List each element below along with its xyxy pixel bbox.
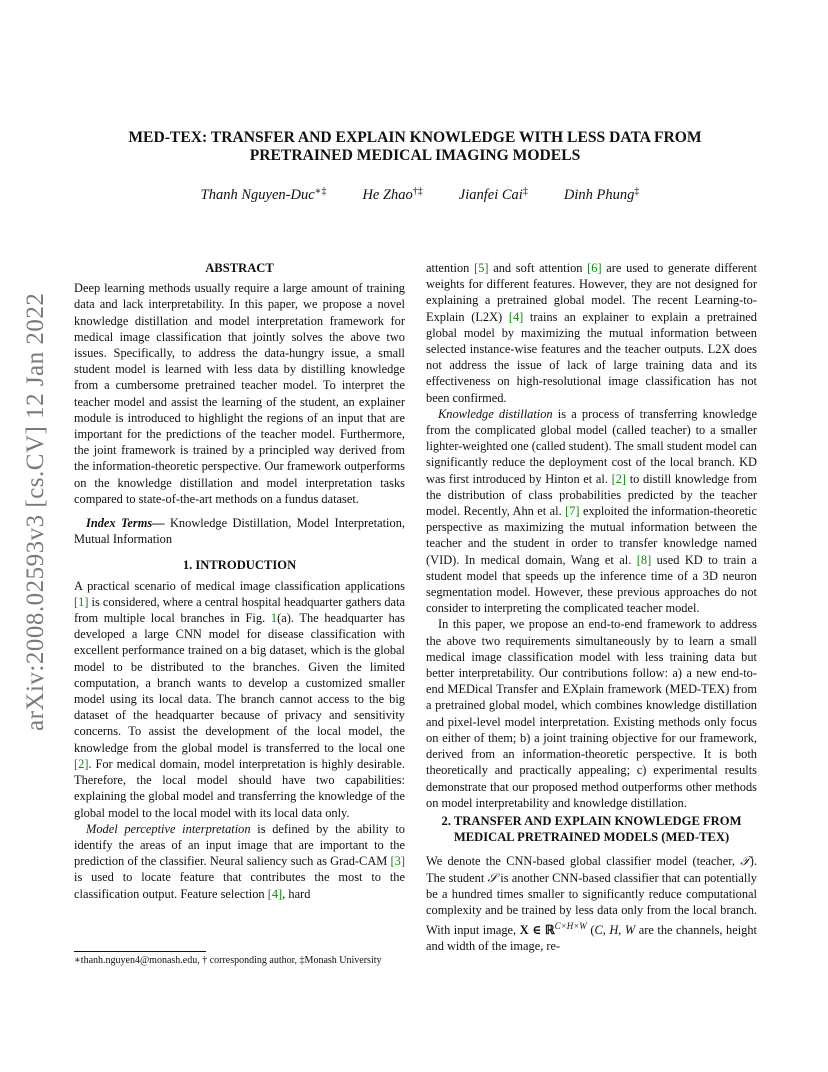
abstract-heading: ABSTRACT bbox=[205, 261, 274, 275]
author: Jianfei Cai‡ bbox=[458, 186, 528, 203]
author-list bbox=[120, 186, 720, 204]
citation-link[interactable]: [7] bbox=[565, 504, 580, 519]
footnote-divider bbox=[74, 951, 206, 952]
section-2-paragraph-1: We denote the CNN-based global classifier model (teacher, 𝒯). The student 𝒮 is another CNN-based classifier that can potentially be a hundred times smaller to significantly reduce computational complexity and be trained by less data only from the local branch. With input image, X ∈ ℝ$^{C\times H\times W}$ (C, H, W are the channels, height and width of the image, re- bbox=[426, 854, 757, 954]
author: He Zhao†‡ bbox=[362, 186, 423, 203]
intro-paragraph-3: attention [5] and soft attention [6] are used to generate different weights for different features. However, they are not designed for explaining a pretrained global model. The recent Learning-to-Explain (L2X) [4] trains an explainer to explain a pretrained global model by maximizing the mutual information between selected instance-wise features and the teacher outputs. L2X does not address the issue of lack of large training data and its effectiveness on high-resolutional image classification has not been confirmed. bbox=[426, 261, 757, 405]
citation-link[interactable]: [4] bbox=[267, 886, 283, 901]
footnote: ∗thanh.nguyen4@monash.edu, † corresponding author, ‡Monash University bbox=[74, 955, 382, 966]
intro-paragraph-5: In this paper, we propose an end-to-end framework to address the above two requirements simultaneously by to learn a small medical image classification model with less training data but better interpretability. Our contributions follow: a) a new end-to-end MEDical Transfer and EXplain framework (MED-TEX) from a pretrained global model, which combines knowledge distillation and pixel-level model interpretation. Existing methods only focus on either of them; b) a joint training objective for our framework, derived from an information-theoretic perspective. It is both theoretically and practically appealing; c) experimental results demonstrate that our proposed method outperforms other methods on model interpretability and knowledge distillation. bbox=[426, 617, 757, 810]
introduction-heading: 1. INTRODUCTION bbox=[182, 558, 297, 573]
citation-link[interactable]: [1] bbox=[74, 594, 89, 609]
author: Thanh Nguyen-Duc∗‡ bbox=[200, 186, 327, 203]
left-column bbox=[74, 260, 405, 902]
citation-link[interactable]: [2] bbox=[74, 756, 89, 771]
citation-link[interactable]: [5] bbox=[474, 261, 489, 275]
figure-link[interactable]: 1 bbox=[270, 611, 278, 626]
citation-link[interactable]: [4] bbox=[508, 309, 524, 324]
arxiv-identifier: arXiv:2008.02593v3 [cs.CV] 12 Jan 2022 bbox=[22, 292, 49, 732]
citation-link[interactable]: [6] bbox=[587, 261, 602, 275]
intro-paragraph-2: Model perceptive interpretation is defined by the ability to identify the areas of an input image that are important to the prediction of the classifier. Neural saliency such as Grad-CAM [3] is used to locate feature that contributes the most to the classification output. Feature selection [4], hard bbox=[74, 821, 405, 901]
author: Dinh Phung‡ bbox=[563, 186, 640, 203]
citation-link[interactable]: [2] bbox=[611, 471, 627, 486]
citation-link[interactable]: [3] bbox=[390, 854, 405, 869]
paper-title: MED-TEX: TRANSFER AND EXPLAIN KNOWLEDGE WITH LESS DATA FROM PRETRAINED MEDICAL IMAGING MODELS bbox=[128, 129, 702, 164]
intro-paragraph-1: A practical scenario of medical image classification applications [1] is considered, where a central hospital headquarter gathers data from multiple local branches in Fig. 1(a). The headquarter has developed a large CNN model for disease classification with excellent performance trained on a big dataset, which is the global model to be distributed to the branches. Given the limited computation, a branch wants to develop a customized smaller model using its local data. The branch cannot access to the big dataset of the headquarter because of privacy and sensitivity concerns. To assist the development of the local model, the knowledge from the global model is transferred to the local one [2]. For medical domain, model interpretation is highly desirable. Therefore, the local model should have two capabilities: explaining the global model and transferring the knowledge of the global model to the local model with its local data only. bbox=[74, 578, 405, 820]
abstract-text: Deep learning methods usually require a large amount of training data and lack interpretability. In this paper, we propose a novel knowledge distillation and model interpretation framework for medical image classification that jointly solves the above two issues. Specifically, to address the data-hungry issue, a small student model is learned with less data by distilling knowledge from a cumbersome pretrained teacher model. To interpret the teacher model and assist the learning of the student, an explainer module is introduced to highlight the regions of an input that are important for the predictions of the teacher model. Furthermore, the joint framework is trained by a principled way derived from the information-theoretic perspective. Our framework outperforms on the knowledge distillation and model interpretation tasks compared to state-of-the-art methods on a fundus dataset. bbox=[74, 281, 405, 506]
index-terms: Index Terms— Knowledge Distillation, Model Interpretation, Mutual Information bbox=[74, 516, 405, 547]
right-column bbox=[426, 260, 757, 955]
intro-paragraph-4: Knowledge distillation is a process of transferring knowledge from the complicated global model (called teacher) to a smaller lighter-weighted one (called student). The small student model can significantly reduce the deployment cost of the local branch. KD was first introduced by Hinton et al. [2] to distill knowledge from the distribution of class probabilities predicted by the teacher model. Recently, Ahn et al. [7] exploited the information-theoretic perspective as maximizing the mutual information between the teacher and the student in order to transfer knowledge named (VID). In medical domain, Wang et al. [8] used KD to train a student model that speeds up the inference time of a 3D neuron segmentation model. However, these previous approaches do not consider to interpreting the complicated teacher model. bbox=[426, 406, 757, 616]
section-2-heading: 2. TRANSFER AND EXPLAIN KNOWLEDGE FROM MEDICAL PRETRAINED MODELS (MED-TEX) bbox=[441, 813, 742, 845]
citation-link[interactable]: [8] bbox=[636, 552, 652, 567]
